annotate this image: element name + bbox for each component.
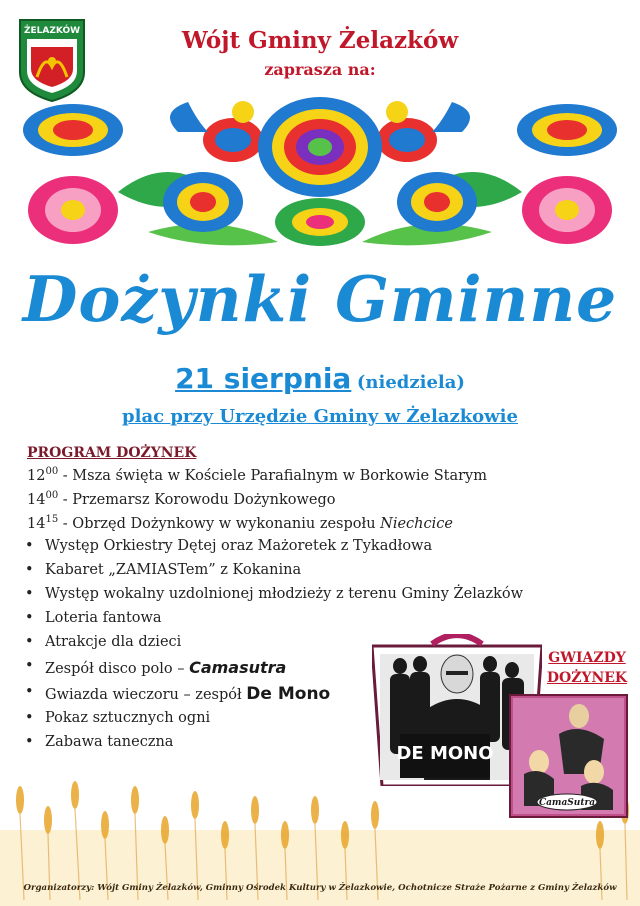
de-mono-logo: DE MONO: [396, 743, 494, 764]
event-weekday: (niedziela): [356, 372, 465, 393]
program-list-item: • Loteria fantowa: [45, 610, 162, 626]
camasutra-band-photo: [509, 694, 628, 818]
event-title: Dożynki Gminne: [22, 262, 618, 336]
invites-text: zaprasza na:: [264, 60, 376, 79]
program-heading: PROGRAM DOŻYNEK: [27, 445, 197, 461]
program-list-item: • Występ wokalny uzdolnionej młodzieży z terenu Gminy Żelazków: [45, 586, 523, 602]
program-list-item: • Zabawa taneczna: [45, 734, 173, 750]
organizers-footer: Organizatorzy: Wójt Gminy Żelazków, Gminny Ośrodek Kultury w Żelazkowie, Ochotnicze Straże Pożarne z Gminy Żelazków: [23, 883, 617, 893]
band-camasutra: Camasutra: [189, 658, 287, 677]
program-list-item: • Występ Orkiestry Dętej oraz Mażoretek z Tykadłowa: [45, 538, 432, 554]
group-name: Niechcice: [380, 515, 453, 532]
event-venue: plac przy Urzędzie Gminy w Żelazkowie: [122, 406, 518, 427]
stars-heading: [537, 648, 637, 688]
program-timed-item: $12^{00}$ - Msza święta w Kościele Parafialnym w Borkowie Starym: [27, 466, 487, 484]
stars-heading-line2: DOŻYNEK: [546, 670, 628, 686]
band-de-mono: De Mono: [246, 684, 331, 704]
event-date-line: [0, 362, 640, 395]
stars-heading-line1: GWIAZDY: [548, 650, 626, 666]
program-list-item: • Gwiazda wieczoru – zespół De Mono: [45, 684, 330, 704]
camasutra-logo: CamaSutra: [538, 798, 596, 808]
program-list-item: • Pokaz sztucznych ogni: [45, 710, 210, 726]
program-list-item: • Zespół disco polo – Camasutra: [45, 658, 286, 677]
event-date: 21 sierpnia: [175, 362, 352, 395]
program-list-item: • Kabaret „ZAMIASTem” z Kokanina: [45, 562, 301, 578]
crest-label: ŻELAZKÓW: [23, 26, 81, 36]
program-list-item: • Atrakcje dla dzieci: [45, 634, 181, 650]
program-timed-item: $14^{15}$ - Obrzęd Dożynkowy w wykonaniu zespołu Niechcice: [27, 514, 453, 532]
organizer-heading: Wójt Gminy Żelazków: [181, 27, 459, 54]
program-timed-item: $14^{00}$ - Przemarsz Korowodu Dożynkowego: [27, 490, 336, 508]
folk-art-decoration: [18, 92, 622, 252]
